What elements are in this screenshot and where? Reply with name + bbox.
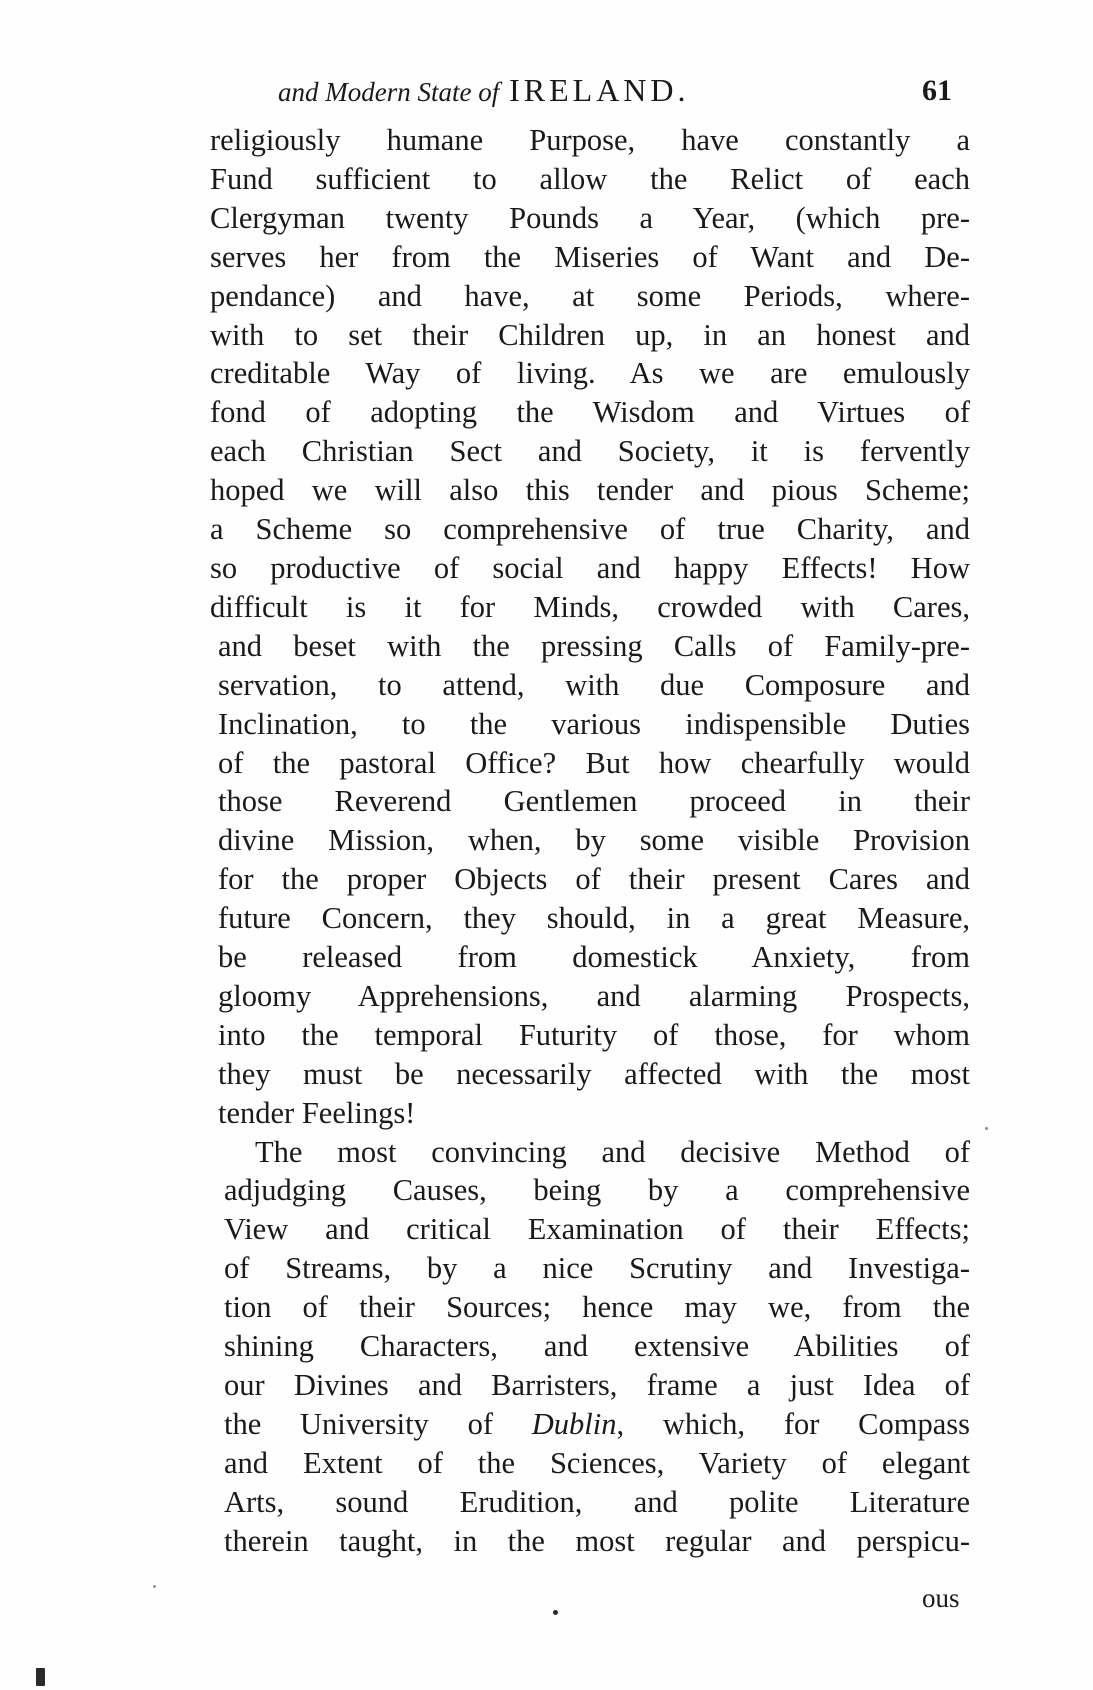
text-line: of Streams, by a nice Scrutiny and Investiga- xyxy=(224,1251,970,1286)
text-line: servation, to attend, with due Composure and xyxy=(218,667,970,702)
text-line: tion of their Sources; hence may we, from the xyxy=(224,1290,970,1325)
ink-speck xyxy=(553,1610,558,1615)
catchword: ous xyxy=(922,1583,960,1613)
text-line: and Extent of the Sciences, Variety of elegant xyxy=(224,1445,970,1480)
text-line: therein taught, in the most regular and perspicu- xyxy=(224,1523,970,1558)
text-line: Arts, sound Erudition, and polite Literature xyxy=(224,1484,970,1519)
text-line: for the proper Objects of their present Cares and xyxy=(218,862,970,897)
text-line: Clergyman twenty Pounds a Year, (which pre- xyxy=(210,200,970,235)
text-line: gloomy Apprehensions, and alarming Prospects, xyxy=(218,978,970,1013)
text-line: tender Feelings! xyxy=(218,1095,416,1130)
paragraph-2 xyxy=(210,1133,970,1561)
text-line: so productive of social and happy Effects! How xyxy=(210,550,970,585)
text-line: serves her from the Miseries of Want and De- xyxy=(210,239,970,274)
running-title-italic: and Modern State of xyxy=(278,77,500,107)
text-line: each Christian Sect and Society, it is fervently xyxy=(210,434,970,469)
italic-word: Dublin xyxy=(531,1406,617,1441)
text-line: into the temporal Futurity of those, for whom xyxy=(218,1017,970,1052)
text-line: fond of adopting the Wisdom and Virtues of xyxy=(210,395,970,430)
text-line: a Scheme so comprehensive of true Charity, and xyxy=(210,512,970,547)
text-line: The most convincing and decisive Method of xyxy=(255,1134,970,1169)
body-text xyxy=(210,121,970,1561)
text-line: they must be necessarily affected with the most xyxy=(218,1056,970,1091)
text-line: be released from domestick Anxiety, from xyxy=(218,940,970,975)
text-line: religiously humane Purpose, have constantly a xyxy=(210,123,970,157)
paragraph-1 xyxy=(210,121,970,1133)
ink-speck xyxy=(985,1127,988,1130)
text-line: creditable Way of living. As we are emulously xyxy=(210,356,970,391)
text-line: pendance) and have, at some Periods, where- xyxy=(210,278,970,313)
text-line: future Concern, they should, in a great Measure, xyxy=(218,901,970,936)
text-line: our Divines and Barristers, frame a just Idea of xyxy=(224,1368,970,1402)
ink-speck xyxy=(153,1585,156,1588)
text-line: those Reverend Gentlemen proceed in their xyxy=(218,784,970,819)
text-line: shining Characters, and extensive Abilities of xyxy=(224,1329,970,1364)
text-line: with to set their Children up, in an honest and xyxy=(210,317,970,352)
text-line: of the pastoral Office? But how chearfully would xyxy=(218,745,970,780)
text-line: the University of Dublin, which, for Compass xyxy=(224,1406,970,1441)
text-line: difficult is it for Minds, crowded with Cares, xyxy=(210,589,970,624)
running-title-caps: IRELAND. xyxy=(509,72,690,108)
text-line: View and critical Examination of their Effects; xyxy=(224,1212,970,1247)
text-line: Inclination, to the various indispensible Duties xyxy=(218,706,970,741)
running-header xyxy=(278,72,958,116)
text-line: hoped we will also this tender and pious Scheme; xyxy=(210,473,970,508)
text-line: adjudging Causes, being by a comprehensive xyxy=(224,1173,970,1208)
ink-speck xyxy=(36,1668,45,1686)
text-line: and beset with the pressing Calls of Family-pre- xyxy=(218,628,970,663)
page-number: 61 xyxy=(922,74,952,107)
text-line: divine Mission, when, by some visible Provision xyxy=(218,823,970,858)
text-line: Fund sufficient to allow the Relict of each xyxy=(210,161,970,196)
